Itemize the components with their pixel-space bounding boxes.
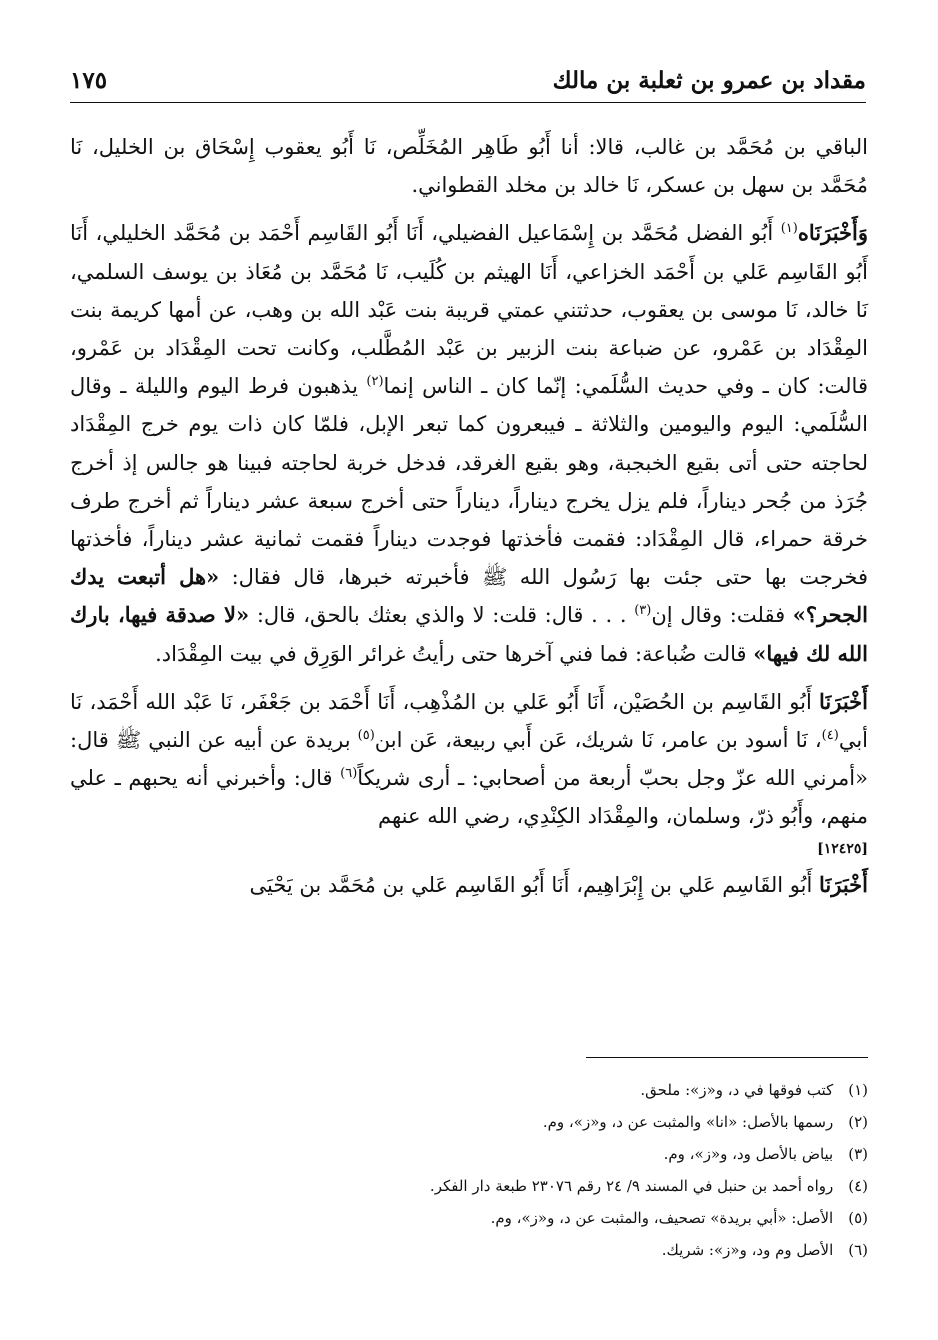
page-number: ١٧٥ [70, 66, 108, 94]
footnote-marker: (٥) [357, 728, 375, 744]
text-run: فقلت: وقال إن [651, 603, 793, 628]
footnote-number: (٢) [848, 1113, 868, 1131]
footnote-number: (٣) [848, 1145, 868, 1163]
footnote-number: (٤) [848, 1177, 868, 1195]
footnote-text: الأصل وم ود، و«ز»: شريك. [661, 1241, 838, 1259]
footnote-item [70, 1106, 868, 1138]
footnote-separator [586, 1057, 868, 1058]
footnote-item [70, 1170, 868, 1202]
footnote-text: رواه أحمد بن حنبل في المسند ٩/ ٢٤ رقم ٢٣٠٧٦ طبعة دار الفكر. [429, 1177, 838, 1195]
text-run: أَبُو القَاسِم عَلي بن إِبْرَاهِيم، أَنَا أَبُو القَاسِم عَلي بن مُحَمَّد بن يَحْيَى [249, 872, 820, 897]
footnote-text: كتب فوقها في د، و«ز»: ملحق. [640, 1081, 838, 1099]
chapter-title: مقداد بن عمرو بن ثعلبة بن مالك [552, 66, 866, 94]
text-run: ، نَا أسود بن عامر، نَا شريك، عَن أَبي ربيعة، عَن ابن [374, 728, 822, 753]
text-run: الباقي بن مُحَمَّد بن غالب، قالا: أنا أَبُو طَاهِر المُخَلِّص، نَا أَبُو يعقوب إِسْحَاق بن الخليل، نَا مُحَمَّد بن سهل بن عسكر، نَا خالد بن مخلد القطواني. [70, 135, 868, 198]
footnotes [70, 1074, 868, 1266]
text-run: قالت ضُباعة: فما فني آخرها حتى رأيتُ غرائر الوَرِق في بيت المِقْدَاد. [155, 641, 754, 666]
bold-text: «هل أتبعت يدك الجحر؟» [70, 564, 868, 628]
footnote-text: بياض بالأصل ود، و«ز»، وم. [663, 1145, 838, 1163]
paragraph [70, 866, 868, 904]
bold-text: أَخْبَرَنَا [819, 871, 868, 897]
text-run: قال: وأخبرني أنه يحبهم ـ علي منهم، وأَبُو ذرّ، وسلمان، والمِقْدَاد الكِنْدِي، رضي الله عنهم [70, 766, 868, 829]
bold-text: وَأَخْبَرَنَاه [797, 220, 868, 246]
footnote-marker: (١) [780, 221, 798, 237]
bold-text: «لا صدقة فيها، بارك الله لك فيها» [70, 602, 868, 666]
footnote-marker: (٤) [821, 728, 839, 744]
footnote-number: (٥) [848, 1209, 868, 1227]
bold-text: أَخْبَرَنَا [819, 688, 868, 714]
footnote-marker: (٦) [340, 766, 358, 782]
hadith-reference-number: [١٢٤٢٥] [817, 840, 868, 857]
text-run: . . . قال: قلت: لا والذي بعثك بالحق، قال: [249, 603, 635, 628]
footnote-number: (١) [848, 1081, 868, 1099]
text-run: يذهبون فرط اليوم والليلة ـ وقال السُّلَمي: اليوم واليومين والثلاثة ـ فيبعرون كما تبعر الإبل، فلمّا كان ذات يوم خرج المِقْدَاد لحاجته حتى أتى بقيع الخبجبة، وهو بقيع الغرقد، فدخل خربة لحاجته فبينا هو جالس إذ أخرج جُرَذ من جُحر ديناراً، فلم يزل يخرج ديناراً، ديناراً حتى أخرج سبعة عشر ديناراً ثم أخرج طرف خرقة حمراء، قال المِقْدَاد: فقمت فأخذتها فوجدت ديناراً فقمت ثمانية عشر ديناراً، فأخذتها فخرجت بها حتى جئت بها رَسُول الله ﷺ فأخبرته خبرها، قال فقال: [70, 374, 868, 590]
footnote-item [70, 1202, 868, 1234]
footnote-item [70, 1074, 868, 1106]
running-header [70, 58, 866, 103]
text-run: بريدة عن أبيه عن النبي ﷺ قال: «أمرني الله عزّ وجل بحبّ أربعة من أصحابي: ـ أرى شريكاً [70, 728, 868, 791]
footnote-marker: (٣) [634, 603, 652, 619]
footnote-number: (٦) [848, 1241, 868, 1259]
paragraph [70, 128, 868, 204]
paragraph [70, 214, 868, 672]
text-run: أَبُو الفضل مُحَمَّد بن إِسْمَاعيل الفضيلي، أَنَا أَبُو القَاسِم أَحْمَد بن مُحَمَّد الخليلي، أَنَا أَبُو القَاسِم عَلي بن أَحْمَد الخزاعي، أَنَا الهيثم بن كُلَيب، نَا مُحَمَّد بن مُعَاذ بن يوسف السلمي، نَا خالد، نَا موسى بن يعقوب، حدثتني عمتي قريبة بنت عَبْد الله بن وهب، عن أمها كريمة بنت المِقْدَاد بن عَمْرو، عن ضباعة بنت الزبير بن عَبْد المُطَّلب، وكانت تحت المِقْدَاد بن عَمْرو، قالت: كان ـ وفي حديث السُّلَمي: إنّما كان ـ الناس إنما [70, 221, 868, 399]
main-text [70, 128, 868, 914]
footnote-item [70, 1138, 868, 1170]
footnote-text: رسمها بالأصل: «انا» والمثبت عن د، و«ز»، وم. [542, 1113, 838, 1131]
footnote-text: الأصل: «أبي بريدة» تصحيف، والمثبت عن د، و«ز»، وم. [490, 1209, 838, 1227]
text-run: أَبُو القَاسِم بن الحُصَيْن، أَنَا أَبُو عَلي بن المُذْهِب، أَنَا أَحْمَد بن جَعْفَر، نَا عَبْد الله أَحْمَد، نَا أبي [70, 689, 868, 753]
footnote-item [70, 1234, 868, 1266]
paragraph [70, 683, 868, 836]
footnote-marker: (٢) [366, 374, 384, 390]
